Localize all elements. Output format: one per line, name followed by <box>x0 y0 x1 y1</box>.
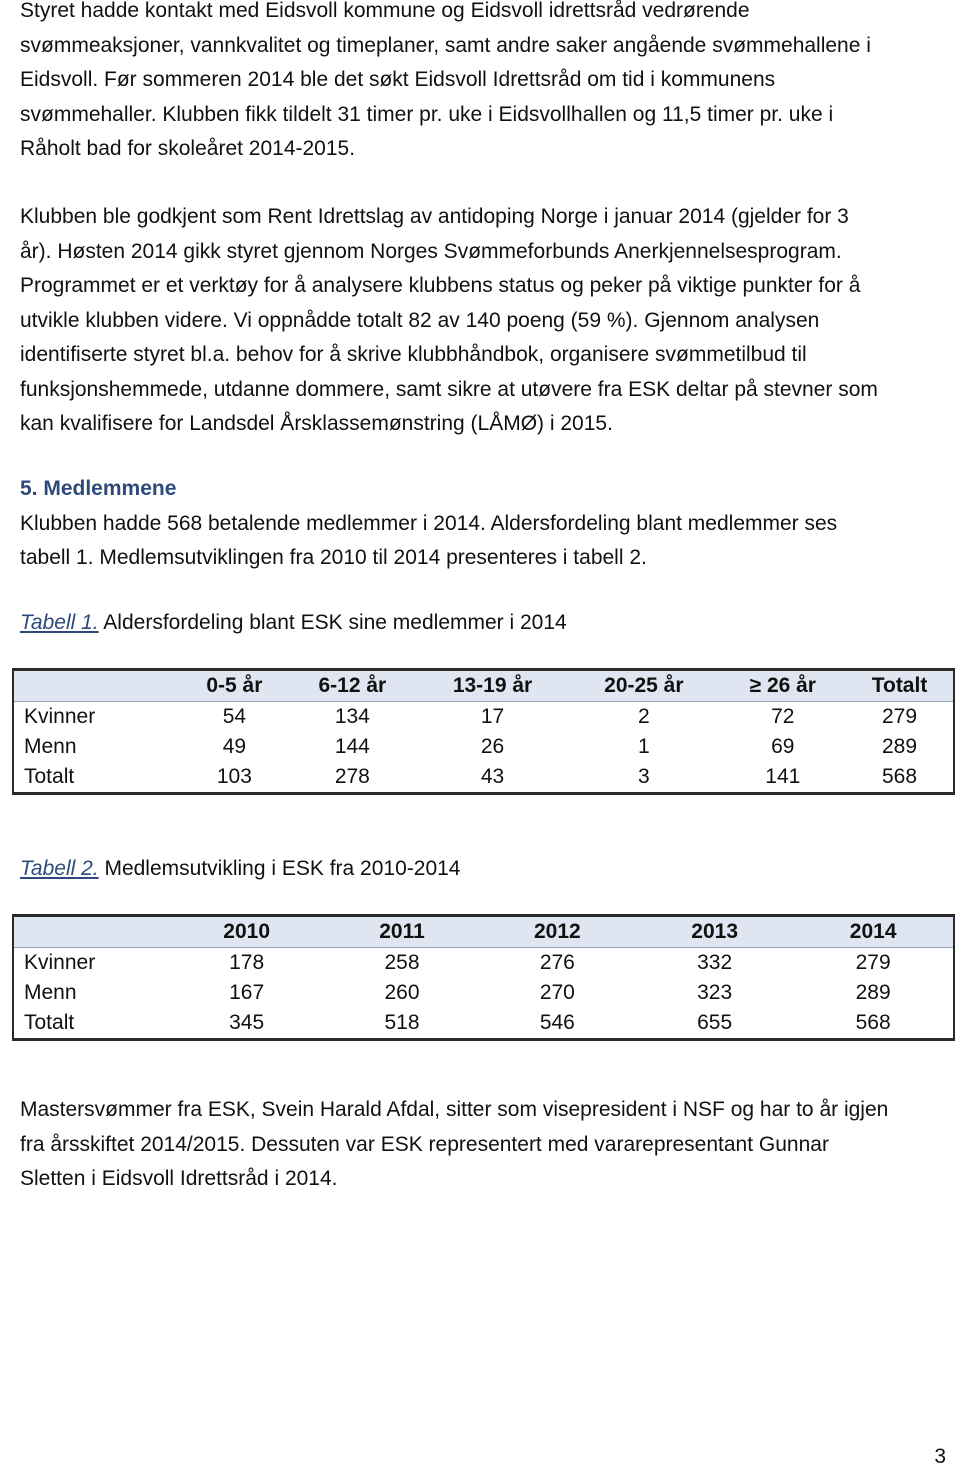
table-header-cell <box>13 670 181 702</box>
paragraph-line: år). Høsten 2014 gikk styret gjennom Norges Svømmeforbunds Anerkjennelsesprogram. <box>20 239 842 263</box>
intro-paragraph <box>20 0 945 167</box>
closing-line: Sletten i Eidsvoll Idrettsråd i 2014. <box>20 1167 338 1190</box>
table-header-cell: ≥ 26 år <box>720 670 847 702</box>
table-cell: 1 <box>638 735 650 758</box>
paragraph-line: utvikle klubben videre. Vi oppnådde totalt 82 av 140 poeng (59 %). Gjennom analysen <box>20 308 820 332</box>
table-cell: 655 <box>697 1011 733 1034</box>
table-cell: 167 <box>229 981 265 1004</box>
row-label: Menn <box>24 981 77 1004</box>
table-cell: 279 <box>882 705 918 728</box>
table-header-cell: 2010 <box>168 916 325 948</box>
table-member-development <box>12 914 955 1041</box>
paragraph-line: funksjonshemmede, utdanne dommere, samt sikre at utøvere fra ESK deltar på stevner som <box>20 377 878 401</box>
table-cell: 2 <box>638 705 650 728</box>
table-cell: 345 <box>229 1011 265 1034</box>
intro-line: Råholt bad for skoleåret 2014-2015. <box>20 137 356 160</box>
table-row <box>13 732 954 762</box>
table-cell: 141 <box>765 765 801 788</box>
intro-line: Styret hadde kontakt med Eidsvoll kommune og Eidsvoll idrettsråd vedrørende <box>20 0 750 22</box>
table-cell: 134 <box>334 705 370 728</box>
table1-caption-number: Tabell 1. <box>20 611 99 634</box>
table-cell: 3 <box>638 765 650 788</box>
table-cell: 546 <box>539 1011 575 1034</box>
table-header-cell: 13-19 år <box>417 670 568 702</box>
paragraph-line: kan kvalifisere for Landsdel Årsklassemønstring (LÅMØ) i 2015. <box>20 412 613 435</box>
table-cell: 568 <box>882 765 918 788</box>
table-cell: 258 <box>384 951 420 974</box>
table-header-row <box>13 670 954 702</box>
row-label: Kvinner <box>24 951 96 974</box>
table-cell: 72 <box>771 705 795 728</box>
intro-line: Eidsvoll. Før sommeren 2014 ble det søkt Eidsvoll Idrettsråd om tid i kommunens <box>20 68 776 91</box>
table-cell: 278 <box>334 765 370 788</box>
table-header-cell: 2012 <box>479 916 636 948</box>
intro-line: svømmehaller. Klubben fikk tildelt 31 timer pr. uke i Eidsvollhallen og 11,5 timer pr. uke i <box>20 102 834 126</box>
table-cell: 260 <box>384 981 420 1004</box>
table-cell: 178 <box>229 951 265 974</box>
table-header-cell: 6-12 år <box>288 670 417 702</box>
table-cell: 518 <box>384 1011 420 1034</box>
table1-caption <box>20 606 945 641</box>
table2-caption-text: Medlemsutvikling i ESK fra 2010-2014 <box>98 857 461 880</box>
table-header-cell: 0-5 år <box>181 670 288 702</box>
intro-line: svømmeaksjoner, vannkvalitet og timeplaner, samt andre saker angående svømmehallene i <box>20 33 871 57</box>
row-label: Totalt <box>24 765 75 788</box>
table-cell: 270 <box>539 981 575 1004</box>
row-label: Totalt <box>24 1011 75 1034</box>
table-header-cell: 2014 <box>793 916 954 948</box>
table-age-distribution <box>12 668 955 795</box>
table-cell: 144 <box>334 735 370 758</box>
closing-paragraph <box>20 1093 945 1197</box>
row-label: Kvinner <box>24 705 96 728</box>
table1-caption-text: Aldersfordeling blant ESK sine medlemmer i 2014 <box>98 611 567 634</box>
table-cell: 289 <box>855 981 891 1004</box>
table-cell: 279 <box>855 951 891 974</box>
rent-idrettslag-paragraph <box>20 200 945 442</box>
table-row <box>13 948 954 979</box>
table-row <box>13 1008 954 1040</box>
table-header-cell <box>13 916 168 948</box>
table-cell: 43 <box>480 765 505 788</box>
table-header-cell: 2013 <box>636 916 793 948</box>
table-cell: 17 <box>480 705 505 728</box>
row-label: Menn <box>24 735 77 758</box>
paragraph-line: identifiserte styret bl.a. behov for å skrive klubbhåndbok, organisere svømmetilbud til <box>20 343 807 366</box>
table-header-row <box>13 916 954 948</box>
table-cell: 323 <box>697 981 733 1004</box>
closing-line: Mastersvømmer fra ESK, Svein Harald Afdal, sitter som visepresident i NSF og har to år igjen <box>20 1098 889 1121</box>
table-header-cell: 2011 <box>325 916 478 948</box>
page-number: 3 <box>934 1445 946 1468</box>
table-row <box>13 762 954 794</box>
table-header-cell: Totalt <box>846 670 954 702</box>
section-heading: 5. Medlemmene <box>20 477 177 500</box>
table-cell: 26 <box>480 735 505 758</box>
table-cell: 103 <box>216 765 252 788</box>
closing-line: fra årsskiftet 2014/2015. Dessuten var ESK representert med vararepresentant Gunnar <box>20 1132 829 1156</box>
table-cell: 69 <box>771 735 795 758</box>
section-line: Klubben hadde 568 betalende medlemmer i 2014. Aldersfordeling blant medlemmer ses <box>20 511 838 535</box>
table2-caption-number: Tabell 2. <box>20 857 99 880</box>
section-5 <box>20 472 945 576</box>
table-row <box>13 702 954 733</box>
table-row <box>13 978 954 1008</box>
table-header-cell: 20-25 år <box>568 670 719 702</box>
table-cell: 568 <box>855 1011 891 1034</box>
table-cell: 49 <box>222 735 247 758</box>
table-cell: 276 <box>539 951 575 974</box>
paragraph-line: Programmet er et verktøy for å analysere klubbens status og peker på viktige punkter for å <box>20 274 861 297</box>
table2-caption <box>20 852 945 887</box>
paragraph-line: Klubben ble godkjent som Rent Idrettslag av antidoping Norge i januar 2014 (gjelder for 3 <box>20 205 849 228</box>
section-line: tabell 1. Medlemsutviklingen fra 2010 til 2014 presenteres i tabell 2. <box>20 546 647 569</box>
table-cell: 332 <box>697 951 733 974</box>
table-cell: 54 <box>222 705 247 728</box>
table-cell: 289 <box>882 735 918 758</box>
